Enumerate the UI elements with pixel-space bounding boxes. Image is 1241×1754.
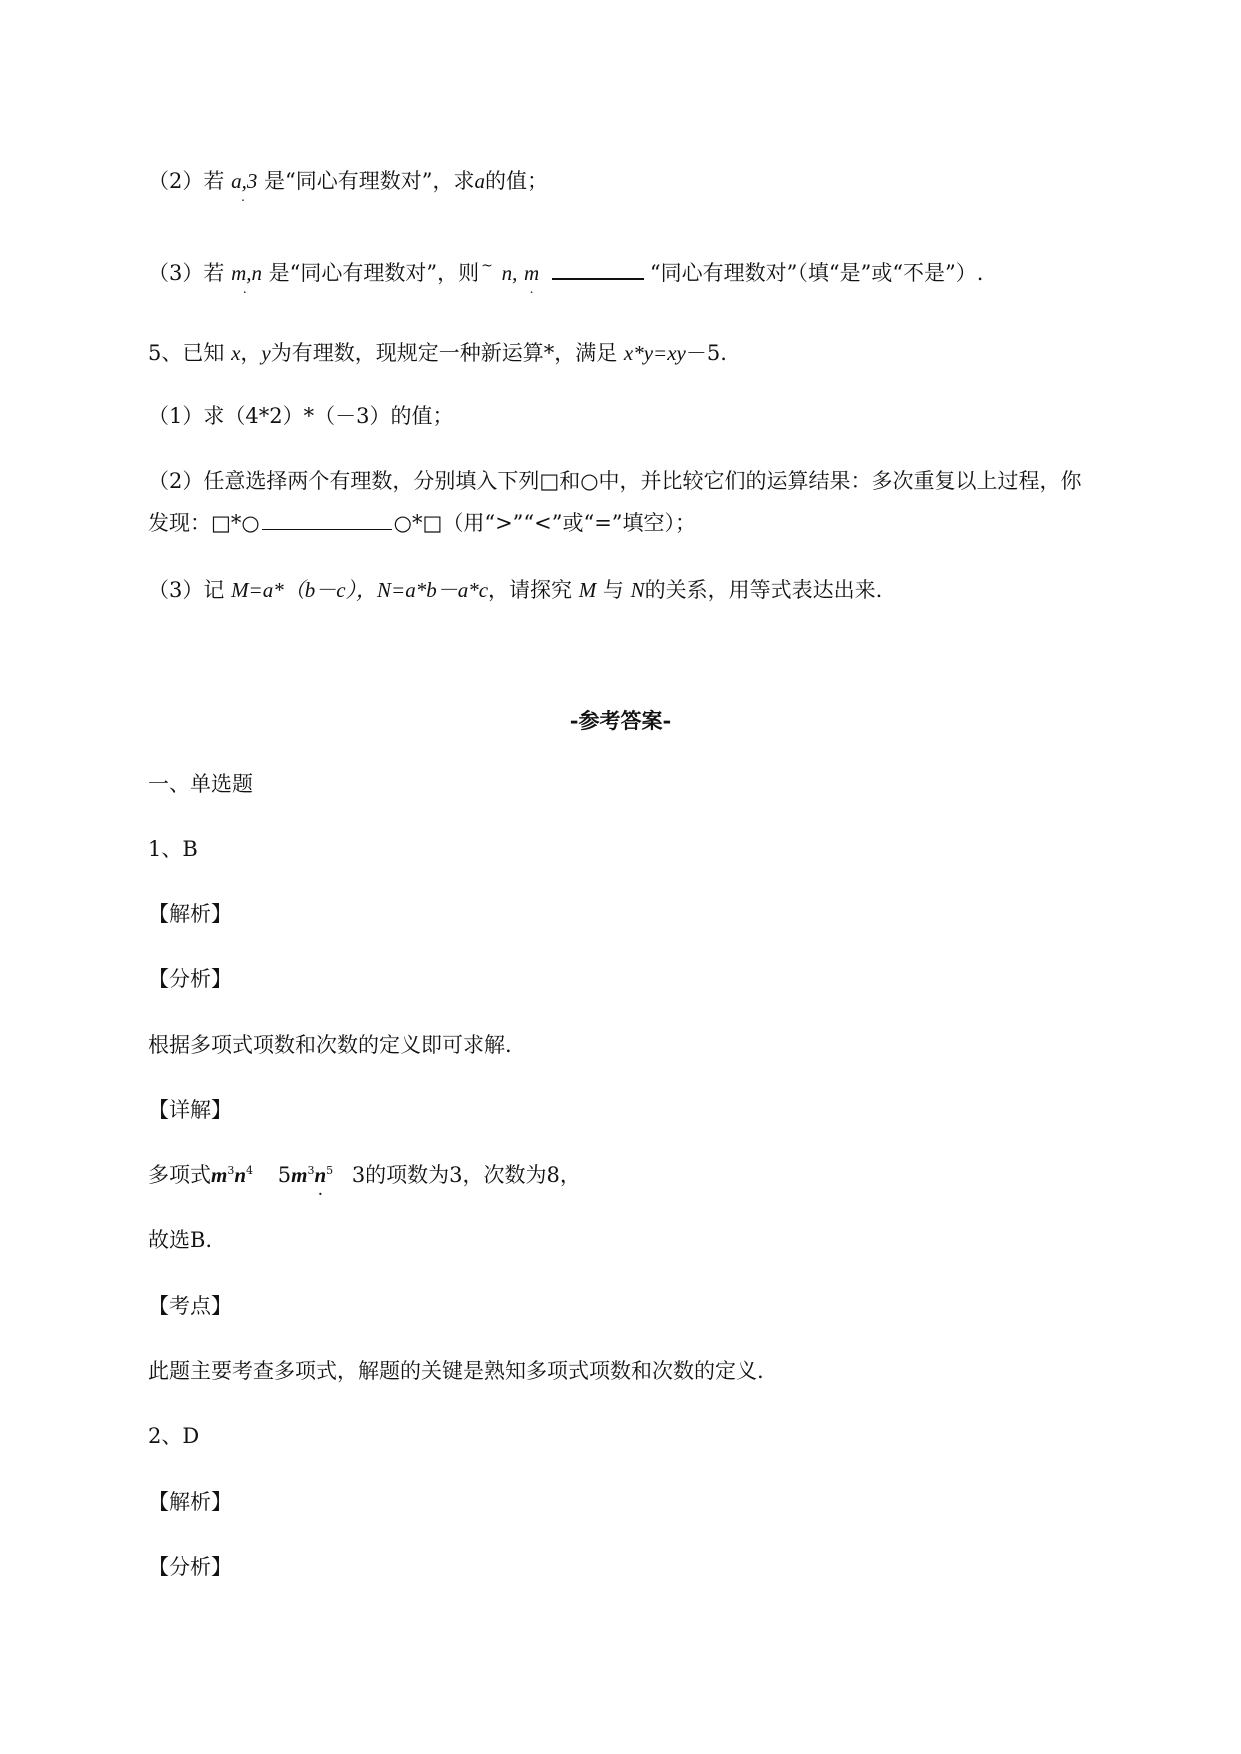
q5-part3-M: M bbox=[578, 578, 597, 602]
answer-1-conclusion: 故选B. bbox=[148, 1228, 213, 1252]
detail-prefix: 多项式 bbox=[148, 1163, 211, 1187]
q4-part2-text-a: 是“同心有理数对”，求 bbox=[264, 169, 475, 193]
q4-part3-text-a: 是“同心有理数对”，则 bbox=[268, 261, 480, 285]
q4-part3-expr-m: m . bbox=[524, 261, 539, 285]
detail-m: m bbox=[211, 1163, 228, 1187]
q5-stem-text-b: －5. bbox=[685, 341, 727, 365]
answer-blank[interactable] bbox=[262, 511, 392, 530]
q4-part2-text-b: 的值； bbox=[484, 169, 548, 193]
q5-part3-d: 的关系，用等式表达出来. bbox=[644, 578, 883, 602]
answer-1-detail bbox=[148, 1160, 581, 1190]
q4-part3 bbox=[148, 258, 983, 291]
answer-1-number: 1、B bbox=[148, 837, 198, 861]
detail-coef: 5 bbox=[277, 1163, 292, 1187]
q5-stem-x: x bbox=[231, 341, 241, 365]
answer-1-jiexi: 【解析】 bbox=[148, 902, 232, 926]
q5-part3-a: （3）记 bbox=[148, 578, 225, 602]
q4-part2-label: （2）若 bbox=[148, 169, 225, 193]
q5-part3 bbox=[148, 575, 882, 605]
q4-part3-label: （3）若 bbox=[148, 261, 225, 285]
detail-sup3: 3 bbox=[307, 1164, 315, 1177]
detail-suffix: 3的项数为3，次数为8， bbox=[351, 1163, 581, 1187]
answers-title: -参考答案- bbox=[569, 708, 672, 733]
detail-sup1: 3 bbox=[227, 1164, 235, 1177]
detail-sup2: 4 bbox=[246, 1164, 254, 1177]
q4-part2 bbox=[148, 166, 548, 196]
q5-stem-comma: ， bbox=[240, 341, 262, 365]
answer-1-fenxi: 【分析】 bbox=[148, 967, 232, 991]
answer-2-fenxi: 【分析】 bbox=[148, 1555, 232, 1579]
q5-stem-y: y bbox=[261, 341, 271, 365]
answer-1-fenxi-text: 根据多项式项数和次数的定义即可求解. bbox=[148, 1033, 512, 1057]
q5-stem-formula: x*y=xy bbox=[623, 341, 686, 365]
section-heading: 一、单选题 bbox=[148, 772, 253, 796]
q5-part2-line1: （2）任意选择两个有理数，分别填入下列□和○中，并比较它们的运算结果：多次重复以上过程，你 bbox=[148, 469, 1082, 493]
q5-part3-N: N bbox=[630, 578, 645, 602]
q5-part2-line2-b: ○*□（用“>”“<”或“=”填空）； bbox=[393, 511, 697, 535]
q5-stem-text-a: 为有理数，现规定一种新运算*，满足 bbox=[270, 341, 618, 365]
answer-blank[interactable] bbox=[552, 258, 644, 280]
q5-part3-b: ，请探究 bbox=[488, 578, 573, 602]
q5-stem-num: 5、已知 bbox=[148, 341, 225, 365]
detail-n2: n . bbox=[314, 1163, 326, 1187]
q4-part2-var: a bbox=[474, 169, 485, 193]
q5-stem bbox=[148, 338, 727, 368]
answer-2-number: 2、D bbox=[148, 1424, 200, 1448]
q5-part2-line2-a: 发现：□*○ bbox=[148, 511, 260, 535]
q5-part1: （1）求（4*2）*（－3）的值； bbox=[148, 404, 454, 428]
detail-n: n bbox=[234, 1163, 247, 1187]
q5-part3-c: 与 bbox=[602, 578, 624, 602]
q4-part3-tilde: ~ bbox=[481, 258, 493, 274]
answer-1-kaodian-text: 此题主要考查多项式，解题的关键是熟知多项式项数和次数的定义. bbox=[148, 1359, 764, 1383]
detail-m2: m bbox=[291, 1163, 308, 1187]
answer-1-kaodian: 【考点】 bbox=[148, 1294, 232, 1318]
q4-part3-expr-n: n, bbox=[501, 261, 518, 285]
q5-part3-def: M=a*（b－c），N=a*b－a*c bbox=[231, 578, 489, 602]
q4-part3-pair: m,n . bbox=[231, 261, 262, 285]
q4-part2-pair: a,3 . bbox=[231, 169, 257, 193]
q5-part2-line2 bbox=[148, 508, 696, 538]
q4-part3-text-b: “同心有理数对”（填“是”或“不是”）. bbox=[649, 261, 984, 285]
detail-sup4: 5 bbox=[326, 1164, 334, 1177]
answer-2-jiexi: 【解析】 bbox=[148, 1490, 232, 1514]
answer-1-xiangjie: 【详解】 bbox=[148, 1098, 232, 1122]
